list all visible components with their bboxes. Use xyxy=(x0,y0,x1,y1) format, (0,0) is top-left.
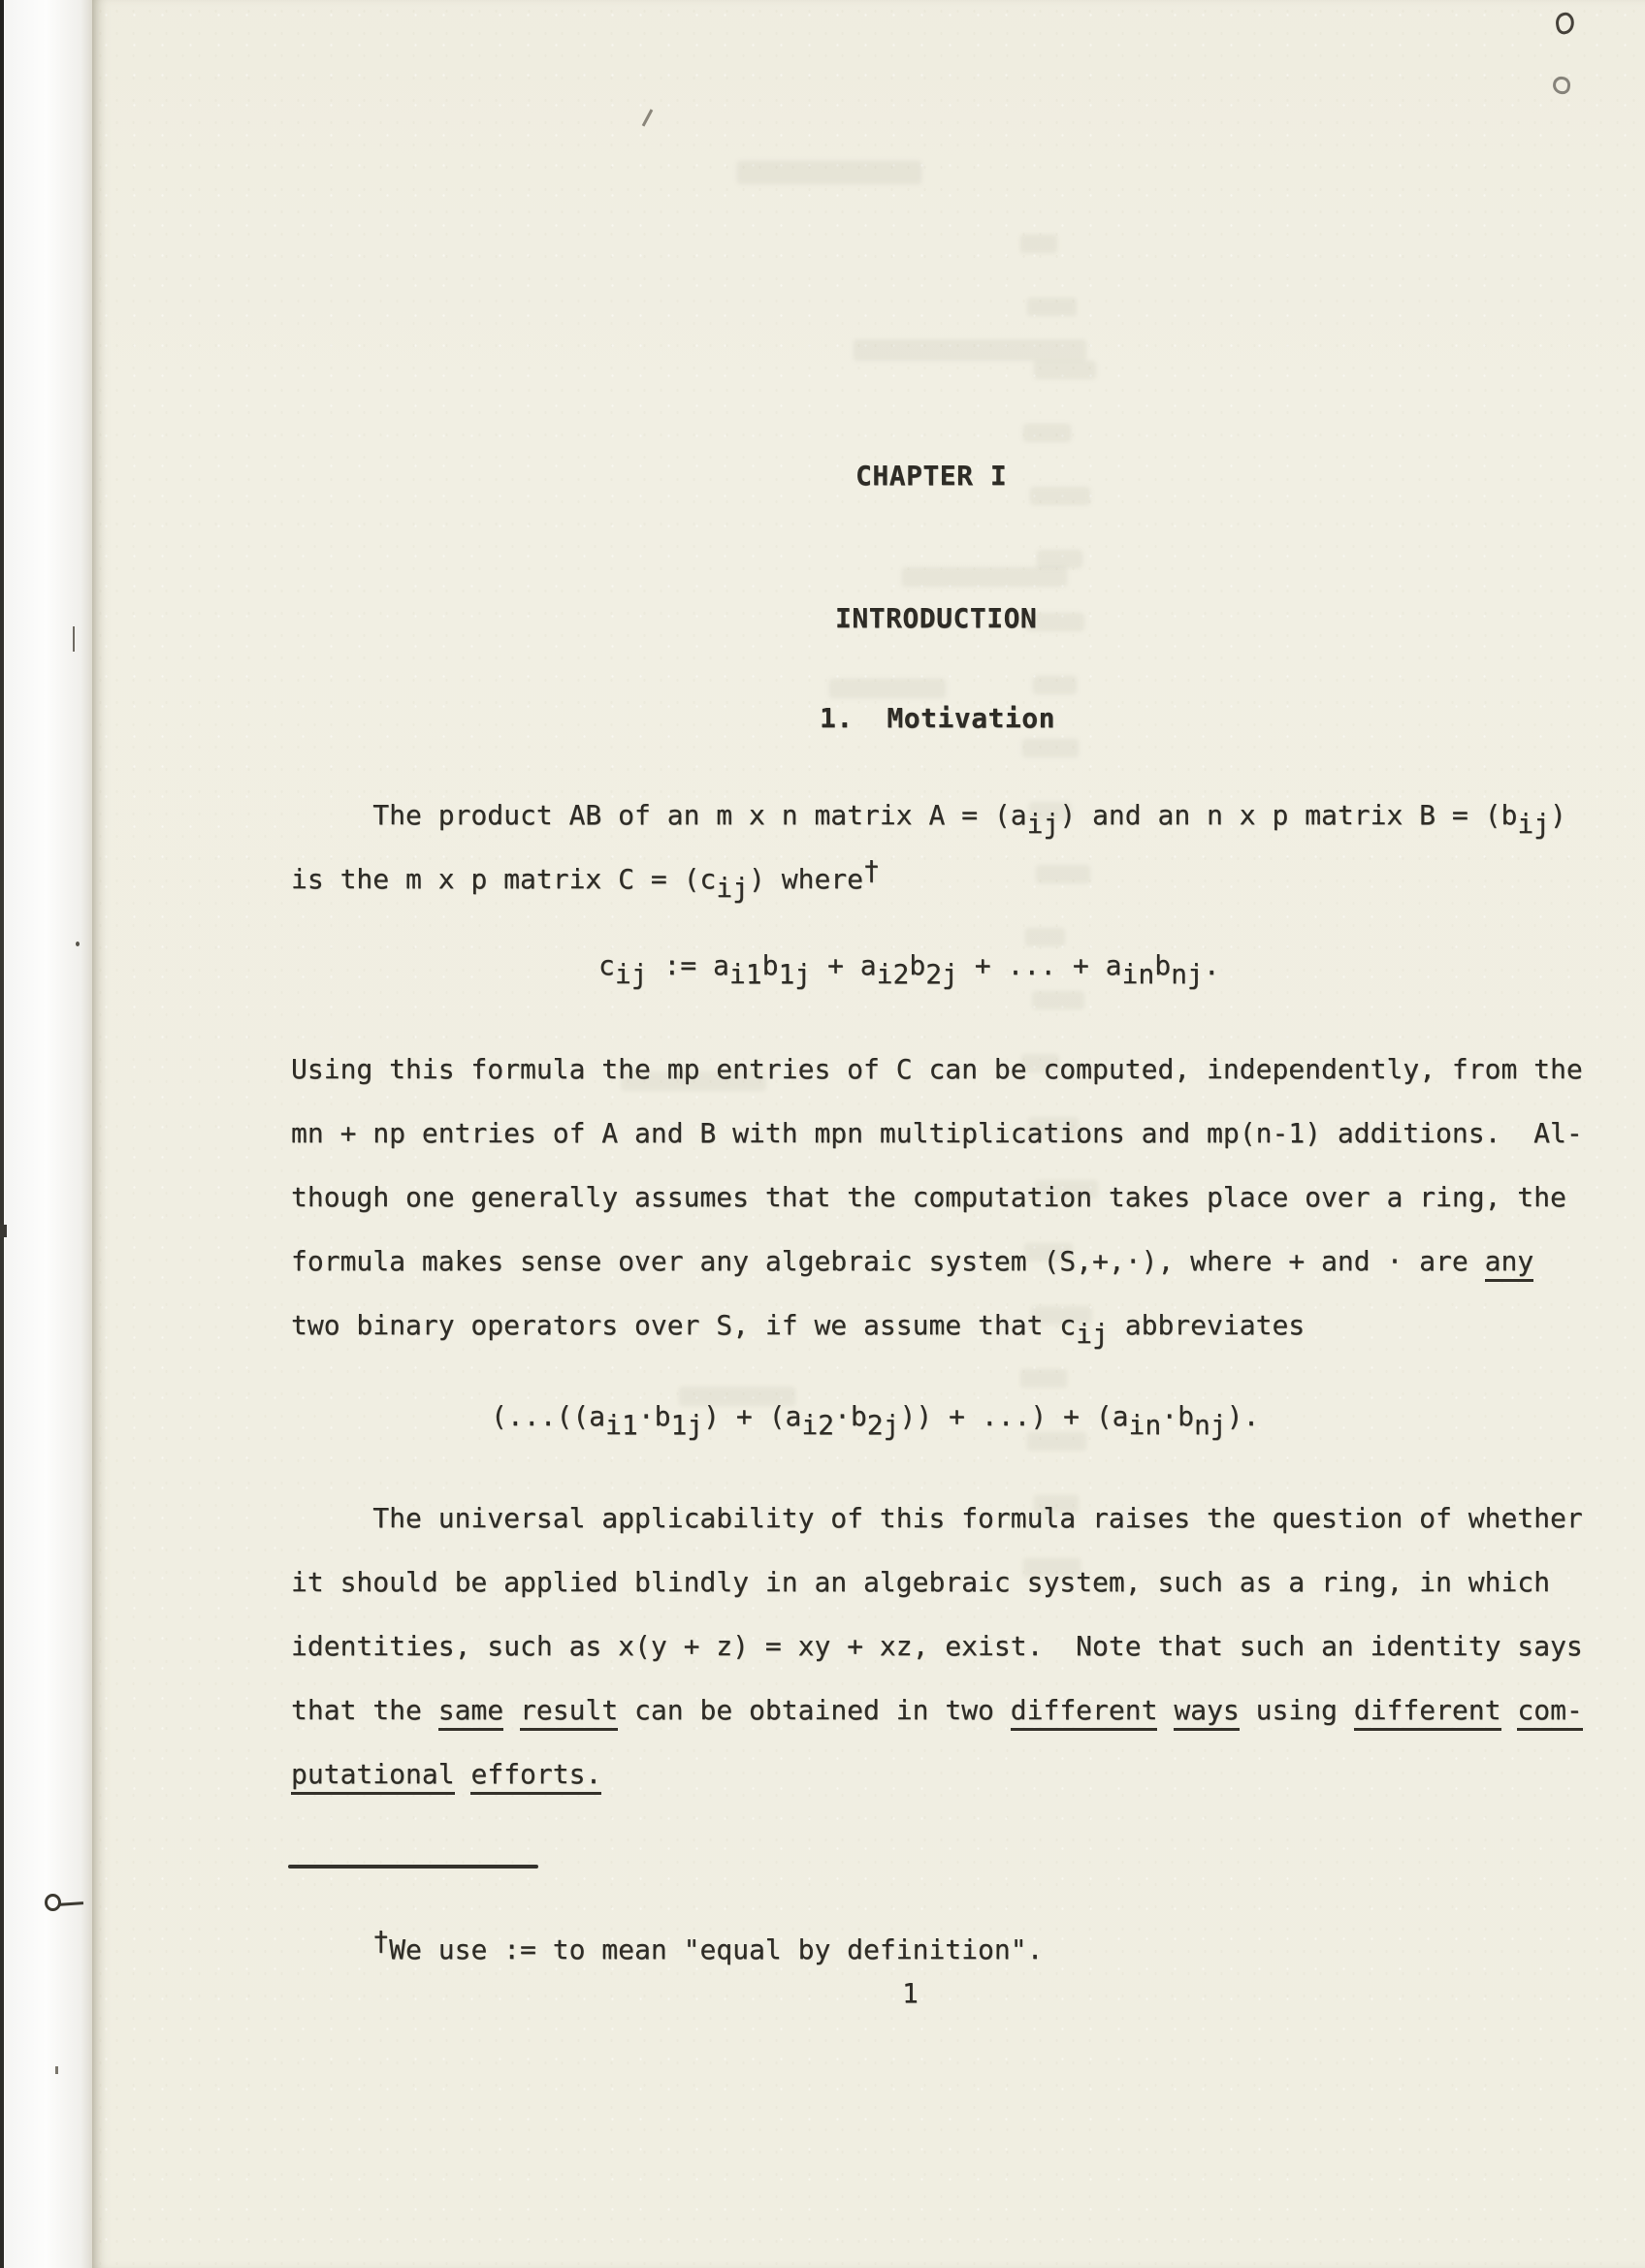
formula-line: cij := ai1b1j + ai2b2j + ... + ainbnj. xyxy=(598,949,1220,990)
section-heading: INTRODUCTION xyxy=(835,602,1038,634)
body-line: that the same result can be obtained in two different ways using different com- xyxy=(291,1693,1583,1728)
body-line: Using this formula the mp entries of C can be computed, independently, from the xyxy=(291,1053,1583,1085)
scan-artifact xyxy=(76,942,80,946)
body-line: it should be applied blindly in an algebraic system, such as a ring, in which xyxy=(291,1566,1551,1598)
body-line: The product AB of an m x n matrix A = (aij) and an n x p matrix B = (bij) xyxy=(291,799,1566,840)
body-line: though one generally assumes that the computation takes place over a ring, the xyxy=(291,1181,1566,1213)
scan-edge-line xyxy=(0,0,4,2268)
footnote-rule xyxy=(288,1865,538,1869)
scan-artifact xyxy=(73,626,75,652)
body-line: identities, such as x(y + z) = xy + xz, exist. Note that such an identity says xyxy=(291,1630,1583,1662)
scan-artifact xyxy=(55,2066,58,2074)
scanner-edge-strip xyxy=(0,0,92,2268)
subsection-heading: 1. Motivation xyxy=(820,702,1056,734)
body-line: formula makes sense over any algebraic system (S,+,·), where + and · are any xyxy=(291,1244,1533,1279)
scan-artifact xyxy=(0,1225,7,1237)
body-line: putational efforts. xyxy=(291,1757,601,1792)
page-number: 1 xyxy=(902,1977,919,2009)
body-line: mn + np entries of A and B with mpn multiplications and mp(n-1) additions. Al- xyxy=(291,1117,1583,1149)
formula-line: (...((ai1·b1j) + (ai2·b2j)) + ...) + (ain·bnj). xyxy=(491,1400,1260,1441)
body-line: The universal applicability of this formula raises the question of whether xyxy=(291,1502,1583,1534)
chapter-heading: CHAPTER I xyxy=(855,460,1008,492)
body-line: two binary operators over S, if we assume that cij abbreviates xyxy=(291,1309,1306,1350)
body-line: is the m x p matrix C = (cij) where† xyxy=(291,854,880,904)
footnote-text: †We use := to mean "equal by definition". xyxy=(372,1925,1044,1965)
